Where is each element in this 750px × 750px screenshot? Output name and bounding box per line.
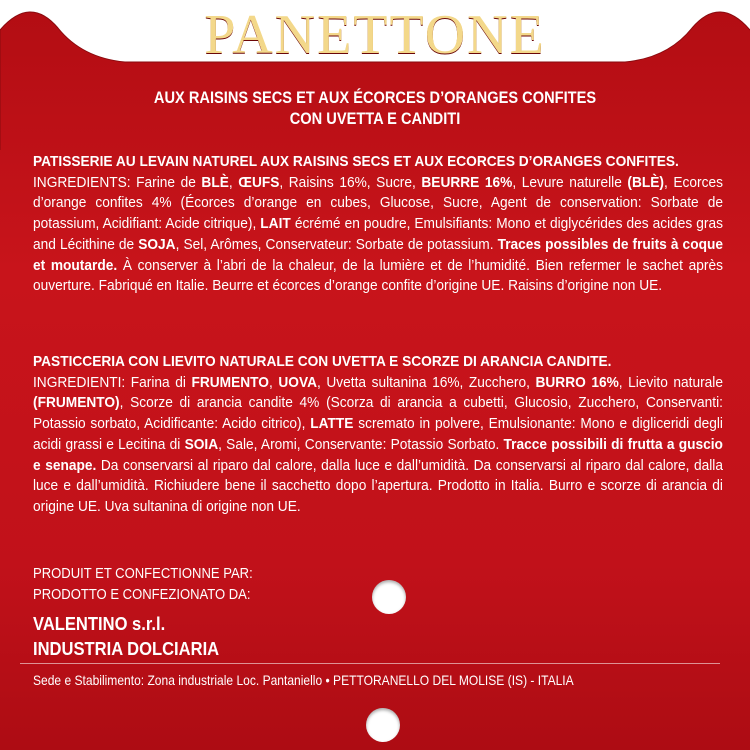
ingredient-text: , Lievito naturale xyxy=(618,374,723,391)
ingredients-french xyxy=(33,152,723,297)
subtitle-french: AUX RAISINS SECS ET AUX ÉCORCES D’ORANGES CONFITES xyxy=(153,88,597,107)
ingredient-text: , Raisins 16%, Sucre, xyxy=(279,174,422,191)
ingredients-italian xyxy=(33,352,723,518)
ingredient-text: , xyxy=(268,374,279,391)
ingredient-text: , Levure naturelle xyxy=(512,174,628,191)
allergen: SOJA xyxy=(138,236,176,253)
ingredient-text: Da conservarsi al riparo dal calore, dalla luce e dall’umidità. Da conservarsi al riparo dal calore, dalla luce e dall’umidità. Richiudere bene il sacchetto dopo l’apertura. Prodotto in Italia. Burro e scorze di arancia di origine UE. Uva sultanina di origine non UE. xyxy=(33,457,723,515)
italian-heading: PASTICCERIA CON LIEVITO NATURALE CON UVETTA E SCORZE DI ARANCIA CANDITE. xyxy=(33,354,612,370)
ingredient-text: , xyxy=(228,174,239,191)
allergen: (BLÈ) xyxy=(627,174,665,191)
allergen: SOIA xyxy=(184,436,219,453)
allergen: ŒUFS xyxy=(238,174,280,191)
allergen: FRUMENTO xyxy=(191,374,269,391)
allergen: BURRO 16% xyxy=(535,374,619,391)
allergen-warning: Tracce possibili di frutta a guscio e senape. xyxy=(33,436,723,474)
ingredients-label: INGREDIENTS: Farine de xyxy=(33,174,202,191)
allergen-warning: Traces possibles de fruits à coque et moutarde. xyxy=(33,236,723,274)
ingredients-label: INGREDIENTI: Farina di xyxy=(33,374,192,391)
product-title: PANETTONE xyxy=(204,4,546,66)
subtitle-italian: CON UVETTA E CANDITI xyxy=(289,109,461,128)
ingredient-text: , Scorze di arancia candite 4% (Scorza di arancia a cubetti, Glucosio, Zucchero, Conservanti: Potassio sorbato, Acidificante: Acido citrico), xyxy=(33,395,723,433)
allergen: (FRUMENTO) xyxy=(33,395,120,412)
ingredient-text: , Uvetta sultanina 16%, Zucchero, xyxy=(316,374,536,391)
company-address: Sede e Stabilimento: Zona industriale Loc. Pantaniello • PETTORANELLO DEL MOLISE (IS) - ITALIA xyxy=(33,672,574,688)
french-heading: PATISSERIE AU LEVAIN NATUREL AUX RAISINS SECS ET AUX ECORCES D’ORANGES CONFITES. xyxy=(33,154,679,170)
ingredient-text: À conserver à l’abri de la chaleur, de la lumière et de l’humidité. Bien refermer le sachet après ouverture. Fabriqué en Italie. Beurre et écorces d’orange confite d’origine UE. Raisins d’origine non UE. xyxy=(33,257,723,295)
hanging-hole-bottom xyxy=(366,708,400,742)
ingredient-text: , Ecorces d’orange confites 4% (Écorces d’orange en cubes, Glucose, Sucre, Agent de conservation: Sorbate de potassium, Acidifiant: Acide citrique), xyxy=(33,174,723,233)
company-name: VALENTINO s.r.l. xyxy=(33,614,166,634)
ingredient-text: scremato in polvere, Emulsionante: Mono e digliceridi degli acidi grassi e Lecitina di xyxy=(33,416,723,453)
divider xyxy=(20,663,720,664)
allergen: BEURRE 16% xyxy=(421,174,513,191)
company-subtitle: INDUSTRIA DOLCIARIA xyxy=(33,639,220,659)
allergen: LATTE xyxy=(310,416,354,433)
allergen: LAIT xyxy=(260,216,291,233)
producer-label-french: PRODUIT ET CONFECTIONNE PAR: xyxy=(33,566,253,582)
ingredient-text: écrémé en poudre, Emulsifiants: Mono et diglycérides des acides gras and Lécithine de xyxy=(33,216,723,253)
allergen: BLÈ xyxy=(201,174,229,191)
producer-label-italian: PRODOTTO E CONFEZIONATO DA: xyxy=(33,587,251,603)
ingredient-text: , Sale, Aromi, Conservante: Potassio Sorbato. xyxy=(218,436,504,453)
hanging-hole-top xyxy=(372,580,406,614)
allergen: UOVA xyxy=(278,374,317,391)
ingredient-text: , Sel, Arômes, Conservateur: Sorbate de potassium. xyxy=(175,236,498,253)
